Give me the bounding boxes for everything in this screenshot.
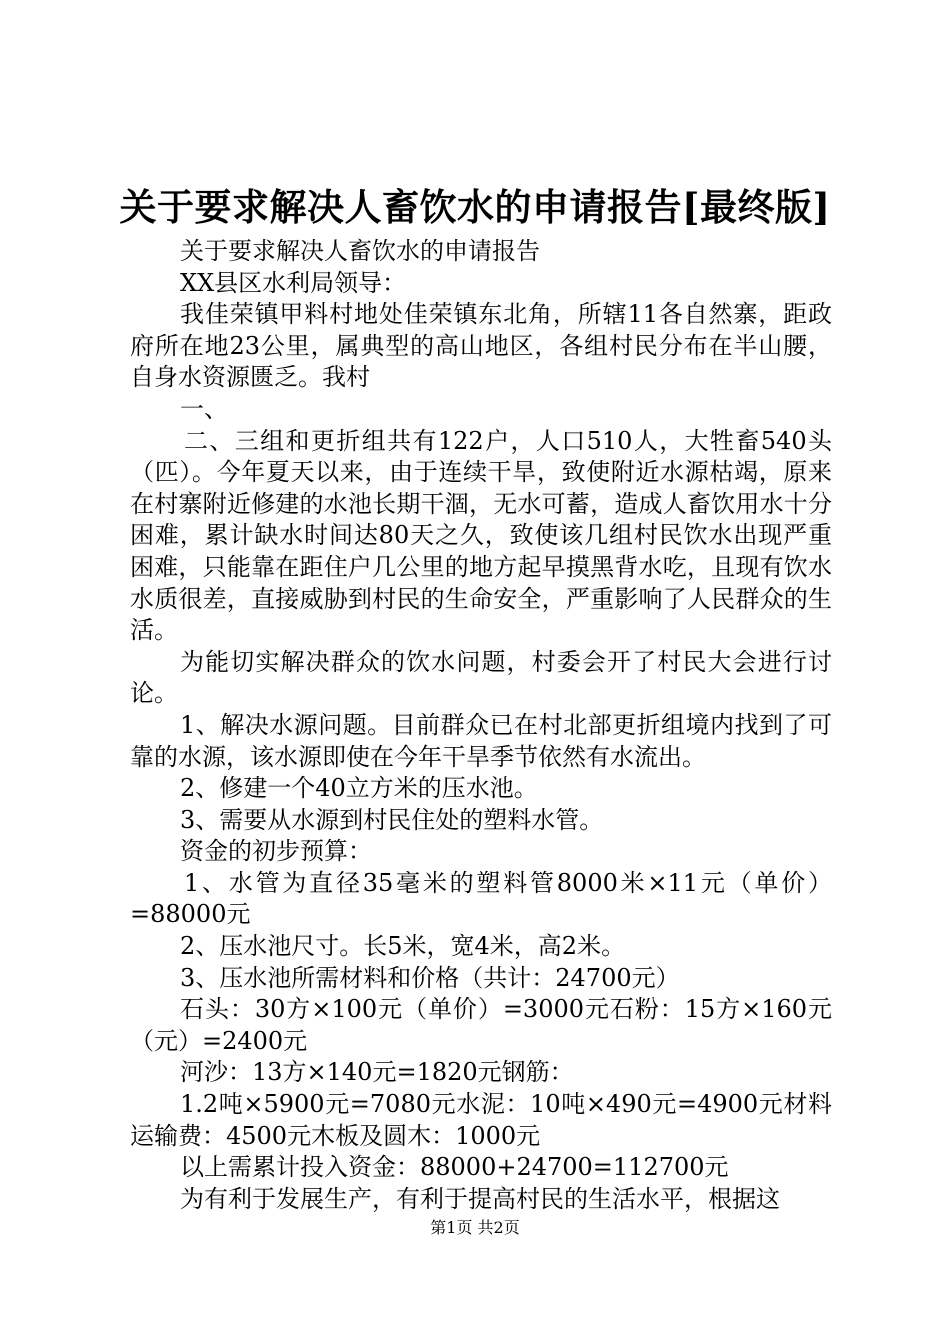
paragraph-total: 以上需累计投入资金：88000+24700=112700元 bbox=[180, 1153, 729, 1182]
paragraph-budget-2: 2、压水池尺寸。长5米，宽4米，高2米。 bbox=[180, 932, 626, 961]
paragraph-measure-1: 1、解决水源问题。目前群众已在村北部更折组境内找到了可靠的水源，该水源即使在今年干旱季节依然有水流出。 bbox=[130, 710, 832, 771]
document-body bbox=[130, 236, 832, 1215]
paragraph-budget-heading: 资金的初步预算： bbox=[180, 837, 372, 866]
paragraph-discussion: 为能切实解决群众的饮水问题，村委会开了村民大会进行讨论。 bbox=[130, 647, 832, 708]
paragraph-cement: 1.2吨×5900元=7080元水泥：10吨×490元=4900元材料运输费：4500元木板及圆木：1000元 bbox=[130, 1090, 832, 1150]
paragraph-item-one: 一、 bbox=[180, 394, 228, 423]
document-title: 关于要求解决人畜饮水的申请报告[最终版] bbox=[119, 185, 831, 229]
paragraph-measure-3: 3、需要从水源到村民住处的塑料水管。 bbox=[180, 805, 604, 834]
paragraph-salutation: XX县区水利局领导： bbox=[180, 268, 407, 297]
paragraph-budget-3: 3、压水池所需材料和价格（共计：24700元） bbox=[180, 963, 680, 992]
paragraph-subtitle: 关于要求解决人畜饮水的申请报告 bbox=[180, 237, 540, 265]
paragraph-intro: 我佳荣镇甲料村地处佳荣镇东北角，所辖11各自然寨，距政府所在地23公里，属典型的高山地区，各组村民分布在半山腰，自身水资源匮乏。我村 bbox=[130, 300, 832, 392]
paragraph-closing: 为有利于发展生产，有利于提高村民的生活水平，根据这 bbox=[180, 1184, 780, 1213]
paragraph-budget-1: 1、水管为直径35毫米的塑料管8000米×11元（单价）=88000元 bbox=[130, 868, 832, 929]
paragraph-stone: 石头：30方×100元（单价）=3000元石粉：15方×160元（元）=2400元 bbox=[130, 995, 832, 1055]
paragraph-measure-2: 2、修建一个40立方米的压水池。 bbox=[180, 774, 538, 803]
page-footer: 第1页 共2页 bbox=[430, 1218, 520, 1237]
paragraph-sand: 河沙：13方×140元=1820元钢筋： bbox=[180, 1058, 574, 1087]
paragraph-situation: 二、三组和更折组共有122户，人口510人，大牲畜540头（匹）。今年夏天以来，由于连续干旱，致使附近水源枯竭，原来在村寨附近修建的水池长期干涸，无水可蓄，造成人畜饮用水十分困难，累计缺水时间达80天之久，致使该几组村民饮水出现严重困难，只能靠在距住户几公里的地方起早摸黑背水吃，且现有饮水水质很差，直接威胁到村民的生命安全，严重影响了人民群众的生活。 bbox=[130, 426, 832, 645]
